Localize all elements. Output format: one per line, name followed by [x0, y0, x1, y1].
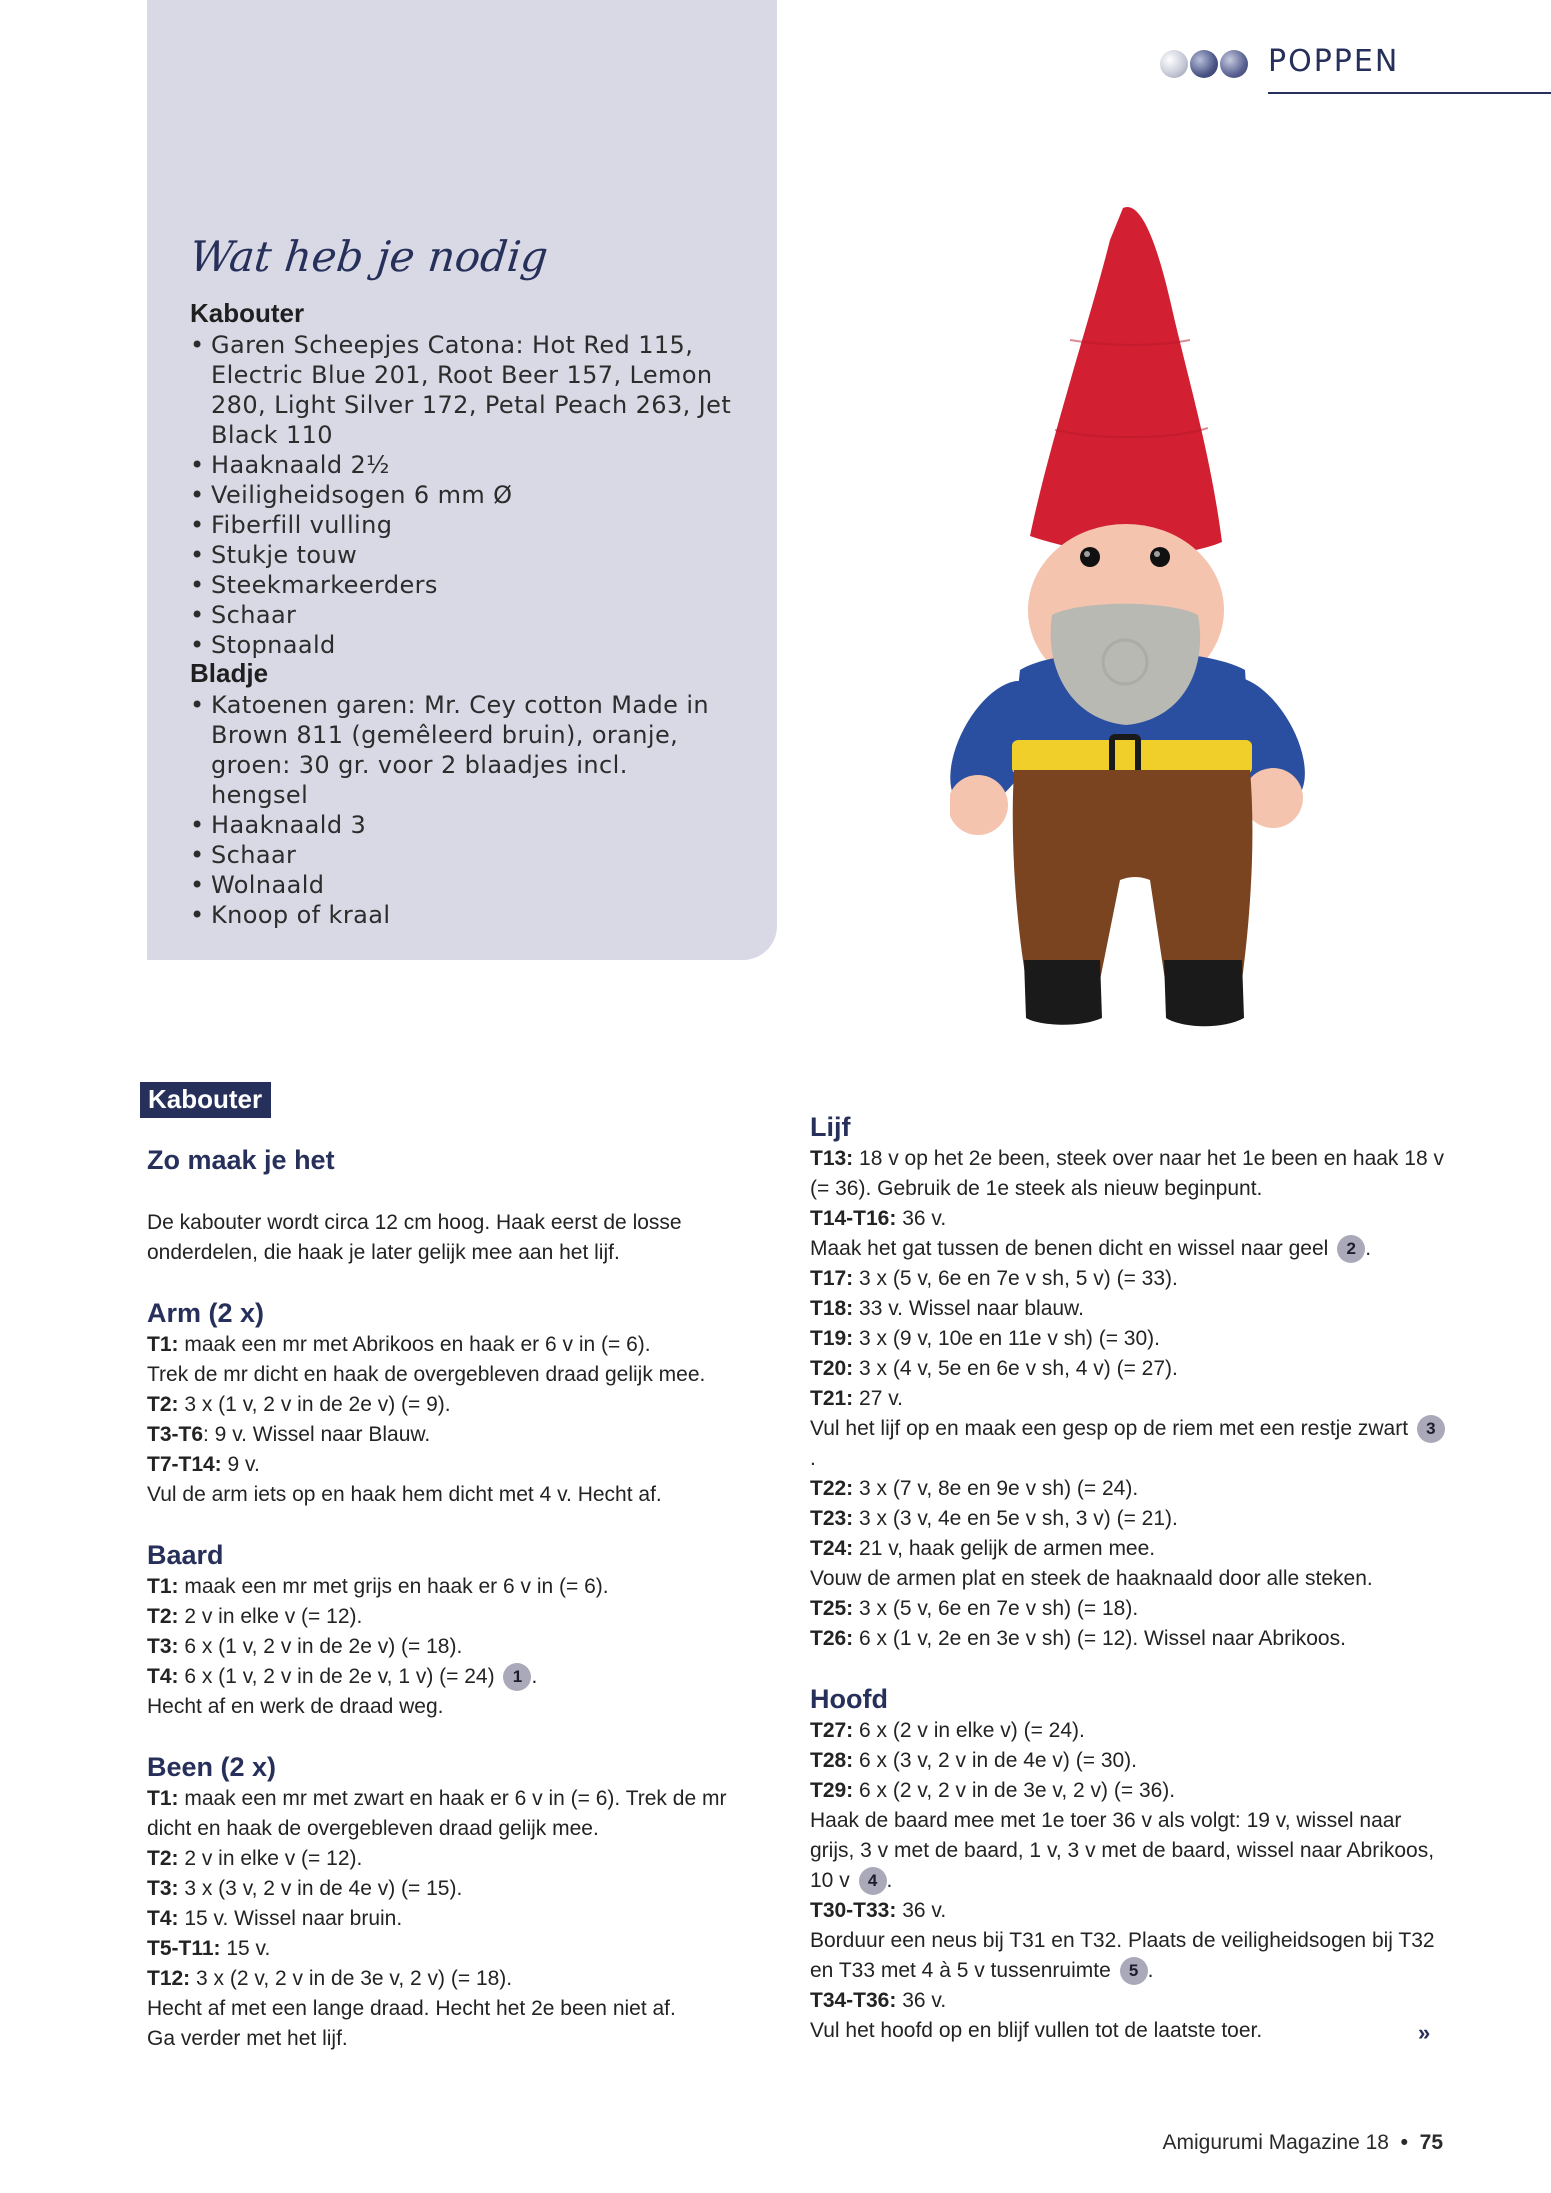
row-label: T1: — [147, 1333, 179, 1356]
row-label: T22: — [810, 1477, 854, 1500]
row-label: T19: — [810, 1327, 854, 1350]
row-label: T26: — [810, 1627, 854, 1650]
row-label: T1: — [147, 1575, 179, 1598]
row-text: maak een mr met grijs en haak er 6 v in (= 6). — [178, 1575, 609, 1598]
yarn-ball-icon — [1160, 50, 1188, 78]
yarn-balls-icon — [1160, 50, 1248, 78]
gnome-belt — [1012, 740, 1252, 774]
list-item: • Stopnaald — [190, 630, 750, 660]
row-text: 3 x (9 v, 10e en 11e v sh) (= 30). — [853, 1327, 1160, 1350]
intro-text: De kabouter wordt circa 12 cm hoog. Haak eerst de losse onderdelen, die haak je later gelijk mee aan het lijf. — [147, 1211, 682, 1264]
materials-kabouter-heading: Kabouter — [190, 298, 305, 328]
row-label: T34-T36: — [810, 1989, 897, 2012]
row-label: T4: — [147, 1665, 179, 1688]
row-text: Haak de baard mee met 1e toer 36 v als volgt: 19 v, wissel naar grijs, 3 v met de baard, 1 v, 3 v met de baard, wissel naar Abrikoos, 10 v — [810, 1809, 1435, 1892]
pattern-left-column — [147, 1208, 775, 2054]
row-text: Vul het hoofd op en blijf vullen tot de laatste toer. — [810, 2019, 1263, 2042]
section-title: POPPEN — [1268, 44, 1400, 79]
row-label: T14-T16: — [810, 1207, 897, 1230]
pattern-row — [147, 1904, 775, 1934]
page-number: 75 — [1419, 2131, 1443, 2154]
row-label: T2: — [147, 1847, 179, 1870]
row-text: 3 x (7 v, 8e en 9e v sh) (= 24). — [853, 1477, 1139, 1500]
pattern-row — [810, 1474, 1450, 1504]
row-text: 36 v. — [896, 1207, 947, 1230]
row-label: T21: — [810, 1387, 854, 1410]
row-text: Vul het lijf op en maak een gesp op de riem met een restje zwart — [810, 1417, 1409, 1440]
pattern-row — [810, 1264, 1450, 1294]
pattern-row — [810, 1564, 1450, 1594]
row-text: Hecht af met een lange draad. Hecht het 2e been niet af. — [147, 1997, 676, 2020]
row-text: 36 v. — [896, 1899, 947, 1922]
row-text: 27 v. — [853, 1387, 903, 1410]
list-item: • Schaar — [190, 840, 730, 870]
pattern-row — [147, 1390, 775, 1420]
row-label: T13: — [810, 1147, 854, 1170]
pattern-row — [147, 1632, 775, 1662]
row-text: 3 x (4 v, 5e en 6e v sh, 4 v) (= 27). — [853, 1357, 1178, 1380]
pattern-row — [810, 1746, 1450, 1776]
pattern-row — [147, 1994, 775, 2024]
pattern-row — [810, 1204, 1450, 1234]
yarn-ball-icon — [1190, 50, 1218, 78]
materials-bladje-list — [190, 690, 730, 930]
row-label: T2: — [147, 1393, 179, 1416]
lijf-heading: Lijf — [810, 1112, 851, 1142]
step-badge: 4 — [859, 1867, 887, 1895]
row-text: Borduur een neus bij T31 en T32. Plaats de veiligheidsogen bij T32 en T33 met 4 à 5 v tussenruimte — [810, 1929, 1435, 1982]
materials-kabouter-list — [190, 330, 750, 660]
step-badge: 2 — [1337, 1235, 1365, 1263]
list-item: • Knoop of kraal — [190, 900, 730, 930]
row-text: 6 x (1 v, 2e en 3e v sh) (= 12). Wissel naar Abrikoos. — [853, 1627, 1346, 1650]
been-heading: Been (2 x) — [147, 1752, 277, 1782]
row-text: Ga verder met het lijf. — [147, 2027, 348, 2050]
gnome-shoe-left — [1024, 960, 1102, 1025]
arm-heading: Arm (2 x) — [147, 1298, 265, 1328]
row-text: Trek de mr dicht en haak de overgebleven draad gelijk mee. — [147, 1363, 706, 1386]
pattern-row — [147, 1934, 775, 1964]
pattern-row — [810, 1384, 1450, 1414]
row-label: T25: — [810, 1597, 854, 1620]
row-text: 3 x (5 v, 6e en 7e v sh) (= 18). — [853, 1597, 1139, 1620]
pattern-row — [810, 1594, 1450, 1624]
row-text: Vouw de armen plat en steek de haaknaald door alle steken. — [810, 1567, 1373, 1590]
pattern-row: T4: 6 x (1 v, 2 v in de 2e v, 1 v) (= 24) 1 . — [147, 1662, 775, 1692]
pattern-row — [147, 1844, 775, 1874]
gnome-hat — [1030, 207, 1222, 555]
pattern-row — [810, 1716, 1450, 1746]
row-text: 3 x (5 v, 6e en 7e v sh, 5 v) (= 33). — [853, 1267, 1178, 1290]
continue-arrow-icon: » — [1418, 2020, 1431, 2045]
pattern-right-column — [810, 1112, 1450, 2046]
pattern-row — [147, 1602, 775, 1632]
row-text: 21 v, haak gelijk de armen mee. — [853, 1537, 1156, 1560]
materials-bladje-heading: Bladje — [190, 658, 269, 688]
row-label: T3: — [147, 1635, 179, 1658]
pattern-row: Vul het lijf op en maak een gesp op de riem met een restje zwart 3. — [810, 1414, 1450, 1474]
row-label: T28: — [810, 1749, 854, 1772]
list-item: • Katoenen garen: Mr. Cey cotton Made in Brown 811 (gemêleerd bruin), oranje, groen: 30 gr. voor 2 blaadjes incl. hengsel — [190, 690, 730, 810]
pattern-row — [810, 1294, 1450, 1324]
row-label: T2: — [147, 1605, 179, 1628]
row-text: Maak het gat tussen de benen dicht en wissel naar geel — [810, 1237, 1329, 1260]
pattern-row — [810, 1354, 1450, 1384]
gnome-pants — [1013, 770, 1253, 980]
list-item: • Garen Scheepjes Catona: Hot Red 115, Electric Blue 201, Root Beer 157, Lemon 280, Light Silver 172, Petal Peach 263, Jet Black 110 — [190, 330, 750, 450]
row-text: 6 x (3 v, 2 v in de 4e v) (= 30). — [853, 1749, 1138, 1772]
footer-separator: • — [1400, 2131, 1408, 2154]
row-text: : 9 v. Wissel naar Blauw. — [203, 1423, 431, 1446]
row-text: maak een mr met zwart en haak er 6 v in (= 6). Trek de mr dicht en haak de overgebleven draad gelijk mee. — [147, 1787, 727, 1840]
gnome-amigurumi-image — [950, 200, 1370, 1040]
pattern-row — [147, 1360, 775, 1390]
row-text: Vul de arm iets op en haak hem dicht met 4 v. Hecht af. — [147, 1483, 662, 1506]
row-text: 6 x (1 v, 2 v in de 2e v, 1 v) (= 24) — [178, 1665, 495, 1688]
pattern-row — [147, 1480, 775, 1510]
pattern-subtitle: Zo maak je het — [147, 1145, 335, 1175]
row-label: T5-T11: — [147, 1937, 221, 1960]
pattern-row — [147, 1964, 775, 1994]
row-label: T30-T33: — [810, 1899, 897, 1922]
row-text: 2 v in elke v (= 12). — [178, 1847, 363, 1870]
row-label: T12: — [147, 1967, 191, 1990]
row-label: T27: — [810, 1719, 854, 1742]
pattern-row — [147, 1692, 775, 1722]
gnome-eye-right — [1150, 547, 1170, 567]
header-divider — [1268, 92, 1551, 94]
pattern-row — [810, 1776, 1450, 1806]
row-text: 3 x (2 v, 2 v in de 3e v, 2 v) (= 18). — [190, 1967, 513, 1990]
row-label: T7-T14: — [147, 1453, 222, 1476]
pattern-row — [810, 1624, 1450, 1654]
row-label: T23: — [810, 1507, 854, 1530]
list-item: • Schaar — [190, 600, 750, 630]
pattern-row — [147, 1330, 775, 1360]
pattern-row — [810, 1986, 1450, 2016]
row-label: T4: — [147, 1907, 179, 1930]
row-text: Hecht af en werk de draad weg. — [147, 1695, 444, 1718]
gnome-hand-left — [950, 775, 1008, 835]
baard-heading: Baard — [147, 1540, 224, 1570]
row-text: 6 x (1 v, 2 v in de 2e v) (= 18). — [178, 1635, 463, 1658]
row-label: T1: — [147, 1787, 179, 1810]
row-text: 15 v. Wissel naar bruin. — [178, 1907, 403, 1930]
list-item: • Veiligheidsogen 6 mm Ø — [190, 480, 750, 510]
list-item: • Fiberfill vulling — [190, 510, 750, 540]
pattern-row — [147, 2024, 775, 2054]
pattern-row: Haak de baard mee met 1e toer 36 v als volgt: 19 v, wissel naar grijs, 3 v met de baard, 1 v, 3 v met de baard, wissel naar Abrikoos, 10 v 4 . — [810, 1806, 1450, 1896]
row-text: 6 x (2 v, 2 v in de 3e v, 2 v) (= 36). — [853, 1779, 1176, 1802]
gnome-eye-left — [1080, 547, 1100, 567]
step-badge: 5 — [1120, 1957, 1148, 1985]
hoofd-heading: Hoofd — [810, 1684, 888, 1714]
pattern-row — [810, 2016, 1450, 2046]
row-label: T24: — [810, 1537, 854, 1560]
gnome-shoe-right — [1164, 960, 1244, 1026]
row-label: T3-T6 — [147, 1423, 204, 1446]
pattern-row: Borduur een neus bij T31 en T32. Plaats de veiligheidsogen bij T32 en T33 met 4 à 5 v tussenruimte 5 . — [810, 1926, 1450, 1986]
row-text: 18 v op het 2e been, steek over naar het 1e been en haak 18 v (= 36). Gebruik de 1e steek als nieuw beginpunt. — [810, 1147, 1444, 1200]
pattern-row — [810, 1144, 1450, 1204]
row-text: 3 x (3 v, 2 v in de 4e v) (= 15). — [178, 1877, 463, 1900]
row-label: T3: — [147, 1877, 179, 1900]
pattern-row — [810, 1324, 1450, 1354]
list-item: • Stukje touw — [190, 540, 750, 570]
row-text: maak een mr met Abrikoos en haak er 6 v in (= 6). — [178, 1333, 651, 1356]
row-text: 33 v. Wissel naar blauw. — [853, 1297, 1084, 1320]
row-text: 36 v. — [896, 1989, 947, 2012]
row-text: 3 x (3 v, 4e en 5e v sh, 3 v) (= 21). — [853, 1507, 1178, 1530]
pattern-row — [147, 1784, 775, 1844]
pattern-row: Maak het gat tussen de benen dicht en wissel naar geel 2 . — [810, 1234, 1450, 1264]
yarn-ball-icon — [1220, 50, 1248, 78]
magazine-name: Amigurumi Magazine 18 — [1162, 2131, 1389, 2154]
list-item: • Haaknaald 3 — [190, 810, 730, 840]
row-text: 2 v in elke v (= 12). — [178, 1605, 363, 1628]
pattern-row — [810, 1534, 1450, 1564]
pattern-tag: Kabouter — [140, 1082, 271, 1118]
row-label: T17: — [810, 1267, 854, 1290]
list-item: • Steekmarkeerders — [190, 570, 750, 600]
list-item: • Haaknaald 2½ — [190, 450, 750, 480]
row-text: 9 v. — [221, 1453, 260, 1476]
row-label: T29: — [810, 1779, 854, 1802]
row-text: 6 x (2 v in elke v) (= 24). — [853, 1719, 1085, 1742]
row-label: T18: — [810, 1297, 854, 1320]
row-text: 3 x (1 v, 2 v in de 2e v) (= 9). — [178, 1393, 451, 1416]
pattern-row — [147, 1450, 775, 1480]
pattern-row — [147, 1572, 775, 1602]
pattern-row — [810, 1896, 1450, 1926]
row-text: 15 v. — [220, 1937, 271, 1960]
materials-title: Wat heb je nodig — [187, 232, 551, 281]
pattern-row — [810, 1504, 1450, 1534]
list-item: • Wolnaald — [190, 870, 730, 900]
row-label: T20: — [810, 1357, 854, 1380]
pattern-row — [147, 1420, 775, 1450]
step-badge: 3 — [1417, 1415, 1445, 1443]
step-badge: 1 — [503, 1663, 531, 1691]
page-footer — [1163, 2131, 1444, 2155]
pattern-row — [147, 1874, 775, 1904]
